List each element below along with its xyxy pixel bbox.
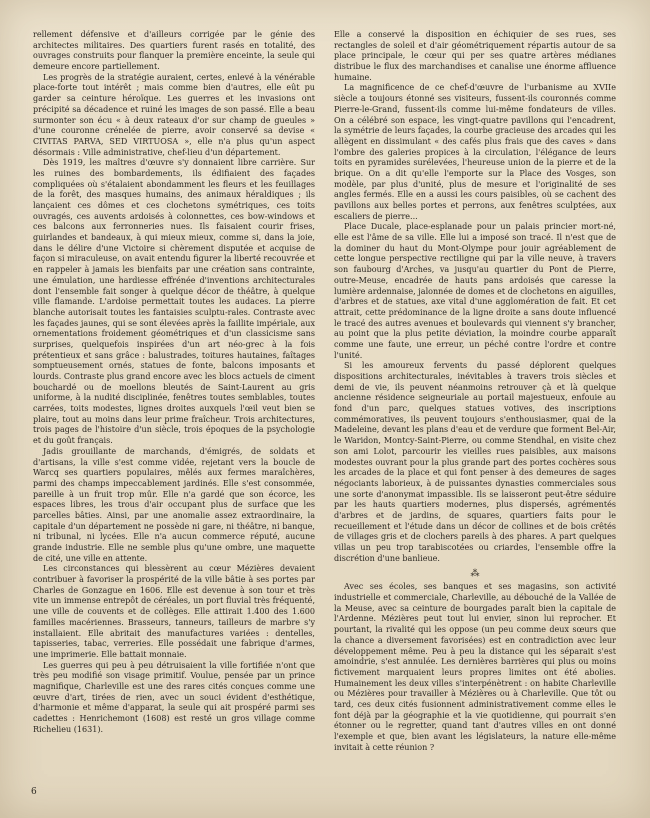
section-separator: ⁂ [470,569,480,580]
paragraph: Place Ducale, place-esplanade pour un palais princier mort-né, elle est l'âme de sa ville. Elle lui a imposé son tracé. Il n'est que de la dominer du haut du Mont-Olympe pour jouir agréablement de cette longue perspective rectiligne qui par la ville neuve, à travers son faubourg d'Arches, va jusqu'au quartier du Pont de Pierre, outre-Meuse, encadrée de hauts pans ardoisés que caresse la lumière ardennaise, jalonnée de domes et de clochetons en aiguilles, d'arbres et de statues, axe vital d'une agglomération de fait. Et cet attrait, cette prédominance de la ligne droite a sans doute influencé le tracé des autres avenues et boulevards qui viennent s'y brancher, au point que la plus petite déviation, la moindre courbe apparaît comme une faute, une erreur, un péché contre l'ordre et contre l'unité. [334,222,616,360]
paragraph: Les guerres qui peu à peu détruisaient la ville fortifiée n'ont que très peu modifié son visage primitif. Voulue, pensée par un prince magnifique, Charleville est une des rares cités conçues comme une œuvre d'art, tirées de rien, avec un souci évident d'esthétique, d'harmonie et même d'apparat, la seule qui ait prospéré parmi ses cadettes : Henrichemont (1608) est resté un gros village comme Richelieu (1631). [33,660,315,734]
paragraph: La magnificence de ce chef-d'œuvre de l'urbanisme au XVIIe siècle a toujours étonné ses visiteurs, fussent-ils couronnés comme Pierre-le-Grand, fussent-ils comme lui-même fondateurs de villes. On a célébré son espace, les vingt-quatre pavillons qui l'encadrent, la symétrie de leurs façades, la courbe gracieuse des arcades qui les allègent en dissimulant « des cafés plus frais que des caves » dans l'ombre des galeries propices à la circulation, l'élégance de leurs toits en pyramides surélevées, l'heureuse union de la pierre et de la brique. On a dit qu'elle l'emporte sur la Place des Vosges, son modèle, par plus d'unité, plus de mesure et l'originalité de ses angles fermés. Elle en a aussi les cours paisibles, où se cachent des pavillons aux belles portes et perrons, aux fenêtres sculptées, aux escaliers de pierre... [334,83,616,221]
paragraph: rellement défensive et d'ailleurs corrigée par le génie des architectes militaires. Des quartiers furent rasés en totalité, des ouvrages construits pour flanquer la première enceinte, la seule qui demeure encore partiellement. [33,30,315,72]
paragraph: Dès 1919, les maîtres d'œuvre s'y donnaient libre carrière. Sur les ruines des bombardements, ils édifiaient des façades compliquées où s'étalaient abondamment les fleurs et les feuillages de la forêt, des masques humains, des animaux héraldiques ; ils lançaient ces dômes et ces clochetons symétriques, ces toits ouvragés, ces auvents ardoisés à colonnettes, ces bow-windows et ces balcons aux ferronneries nues. Ils faisaient courir frises, guirlandes et bandeaux, à qui mieux mieux, comme si, dans la joie, dans le délire d'une Victoire si chèrement disputée et acquise de façon si miraculeuse, on avait entendu figurer la liberté recouvrée et en rappeler à jamais les bienfaits par une création sans contrainte, une émulation, une hardiesse effrénée d'inventions architecturales dont l'ensemble fait songer à quelque décor de théâtre, à quelque ville flamande. L'ardoise permettait toutes les audaces. La pierre blanche autorisait toutes les fantaisies sculptu-rales. Contraste avec les façades jaunes, qui se sont élevées après la faillite impériale, aux ornementations froidement géométriques et d'un classicisme sans surprises, quelquefois inspirées d'un art néo-grec à la fois prétentieux et sans grâce : balustrades, toitures hautaines, faîtages somptueusement ornés, statues de fonte, balcons imposants et lourds. Contraste plus grand encore avec les blocs actuels de ciment bouchardé ou de moellons bleutés de Saint-Laurent au gris uniforme, à la nudité disciplinée, fenêtres toutes semblables, toutes carrées, toits modestes, lignes droites auxquels l'œil veut bien se plaire, tout au moins dans leur prime fraîcheur. Trois architectures, trois pages de l'histoire d'un siècle, trois époques de la psychologie et du goût français. [33,158,315,446]
right-column [334,30,616,800]
paragraph: Les progrès de la stratégie auraient, certes, enlevé à la vénérable place-forte tout intérêt ; mais comme bien d'autres, elle eût pu garder sa ceinture héroïque. Les guerres et les invasions ont précipité sa décadence et ruiné les images de son passé. Elle a beau surmonter son écu « à deux rateaux d'or sur champ de gueules » d'une couronne crénelée de pierre, avoir conservé sa devise « CIVITAS PARVA, SED VIRTUOSA », elle n'a plus qu'un aspect désormais : Ville administrative, chef-lieu d'un département. [33,72,315,157]
paragraph: Si les amoureux fervents du passé déplorent quelques dispositions architecturales, inévitables à travers trois siècles et demi de vie, ils peuvent néanmoins retrouver çà et là quelque ancienne résidence seigneuriale au portail majestueux, enfouie au fond d'un parc, quelques statues votives, des inscriptions commémoratives, ils peuvent toujours s'enthousiasmer, quai de la Madeleine, devant les plans d'eau et de verdure que forment Bel-Air, le Waridon, Montcy-Saint-Pierre, ou comme Stendhal, en visite chez son ami Lolot, parcourir les vieilles rues paisibles, aux maisons modestes ouvrant pour la plus grande part des portes cochères sous les arcades de la place et qui font penser à des demeures de sages négociants laborieux, à de puissantes dynasties commerciales sous une sorte d'anonymat impassible. Ils se laisseront peut-être séduire par les hauts quartiers modernes, plus dispersés, agrémentés d'arbres et de jardins, de squares, quartiers faits pour le recueillement et l'étude dans un décor de collines et de bois crêtés de villages gris et de clochers pareils à des phares. A part quelques villas un peu trop tarabiscotées ou criardes, l'ensemble offre la discrétion d'une banlieue. [334,361,616,563]
left-column [33,30,315,800]
paragraph: Avec ses écoles, ses banques et ses magasins, son activité industrielle et commerciale, Charleville, au débouché de la Vallée de la Meuse, avec sa ceinture de bourgades paraît bien la capitale de l'Ardenne. Mézières peut tout lui envier, sinon lui reprocher. Et pourtant, la rivalité qui les oppose (un peu comme deux sœurs que la chance a diversement favorisées) est en contradiction avec leur développement même. Peu à peu la distance qui les séparait s'est amoindrie, s'est annulée. Les dernières barrières qui plus ou moins fictivement marquaient leurs propres limites ont été abolies. Humainement les deux villes s'interpénètrent : on habite Charleville ou Mézières pour travailler à Mézières ou à Charleville. Que tôt ou tard, ces deux cités fusionnent administrativement comme elles le font déjà par la géographie et la vie quotidienne, qui pourrait s'en étonner ou le regretter, quand tant d'autres villes en ont donné l'exemple et que, bien avant les législateurs, la nature elle-même invitait à cette réunion ? [334,582,616,752]
page-number: 6 [31,787,37,797]
paragraph: Les circonstances qui blessèrent au cœur Mézières devaient contribuer à favoriser la prospérité de la ville bâtie à ses portes par Charles de Gonzague en 1606. Elle est devenue à son tour et très vite un immense entrepôt de céréales, un port fluvial très fréquenté, une ville de couvents et de collèges. Elle attirait 1.400 des 1.600 familles macériennes. Brasseurs, tanneurs, tailleurs de marbre s'y installaient. Elle abritait des manufactures variées : dentelles, tapisseries, tabac, verreries. Elle possédait une fabrique d'armes, une imprimerie. Elle battait monnaie. [33,564,315,659]
paragraph: Jadis grouillante de marchands, d'émigrés, de soldats et d'artisans, la ville s'est comme vidée, rejetant vers la boucle de Warcq ses quartiers populaires, mêlés aux fermes maraîchères, parmi des champs impeccablement jardinés. Elle s'est consommée, pareille à un fruit trop mûr. Elle n'a gardé que son écorce, les espaces libres, les trous d'air occupant plus de surface que les parcelles bâties. Ainsi, par une anomalie assez extraordinaire, la capitale d'un département ne possède ni gare, ni théâtre, ni banque, ni tribunal, ni lycées. Elle n'a aucun commerce réputé, aucune grande industrie. Elle ne semble plus qu'une ombre, une maquette de cité, une ville en attente. [33,446,315,563]
paragraph: Elle a conservé la disposition en échiquier de ses rues, ses rectangles de soleil et d'air géométriquement répartis autour de sa place principale, le cœur qui per ses quatre artères médianes distribue le flux des marchandises et canalise une énorme affluence humaine. [334,30,616,82]
